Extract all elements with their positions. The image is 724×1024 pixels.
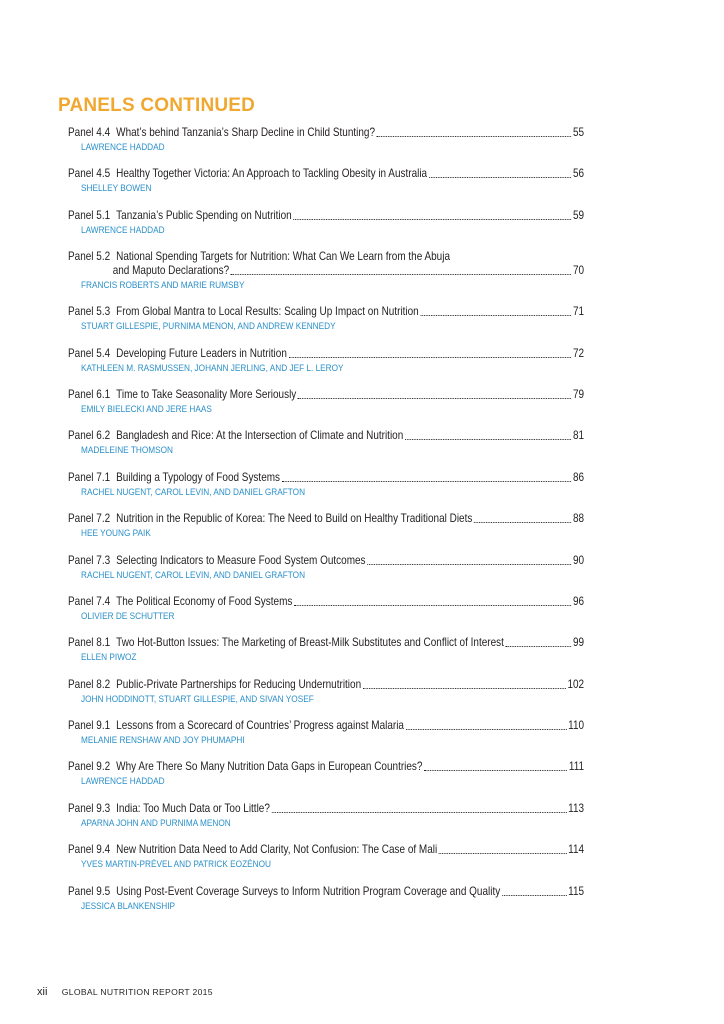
panel-authors: JOHN HODDINOTT, STUART GILLESPIE, AND SIVAN YOSEF — [81, 693, 314, 705]
panel-authors: STUART GILLESPIE, PURNIMA MENON, AND ANDREW KENNEDY — [81, 321, 336, 333]
page-number: 71 — [572, 305, 585, 319]
toc-entry[interactable] — [68, 305, 584, 346]
toc-entry[interactable] — [68, 471, 584, 512]
panel-number: Panel 6.1 — [68, 387, 111, 401]
panel-authors: EMILY BIELECKI AND JERE HAAS — [81, 403, 212, 415]
panel-title: New Nutrition Data Need to Add Clarity, Not Confusion: The Case of Mali — [116, 843, 438, 857]
panel-number: Panel 4.5 — [68, 167, 111, 181]
toc-entry[interactable] — [68, 167, 584, 208]
toc-entry[interactable] — [68, 636, 584, 677]
panel-authors: RACHEL NUGENT, CAROL LEVIN, AND DANIEL GRAFTON — [81, 569, 306, 581]
panel-number: Panel 9.1 — [68, 719, 111, 733]
panel-number: Panel 5.3 — [68, 305, 111, 319]
panel-title: Two Hot-Button Issues: The Marketing of Breast-Milk Substitutes and Conflict of Interest — [116, 636, 504, 650]
toc-entry[interactable] — [68, 347, 584, 388]
page-number: 70 — [572, 264, 585, 278]
panel-title: Why Are There So Many Nutrition Data Gaps in European Countries? — [116, 760, 423, 774]
dot-leader — [506, 646, 572, 647]
page-number: 102 — [567, 677, 585, 691]
toc-entry[interactable] — [68, 126, 584, 167]
panel-title: Public-Private Partnerships for Reducing Undernutrition — [116, 677, 362, 691]
page-number: 114 — [568, 843, 585, 857]
panel-number: Panel 9.5 — [68, 884, 111, 898]
panel-authors: LAWRENCE HADDAD — [81, 224, 165, 236]
panel-title: Bangladesh and Rice: At the Intersection of Climate and Nutrition — [116, 429, 404, 443]
panel-number: Panel 5.1 — [68, 208, 111, 222]
page-number: 99 — [572, 636, 585, 650]
panel-authors: RACHEL NUGENT, CAROL LEVIN, AND DANIEL GRAFTON — [81, 486, 306, 498]
panel-number: Panel 8.2 — [68, 677, 111, 691]
toc-entry[interactable] — [68, 885, 584, 926]
dot-leader — [231, 274, 571, 275]
toc-entry[interactable] — [68, 388, 584, 429]
dot-leader — [439, 853, 567, 854]
panel-number: Panel 7.4 — [68, 594, 111, 608]
panel-authors: YVES MARTIN-PRÉVEL AND PATRICK EOZÉNOU — [81, 859, 271, 871]
panel-title: Tanzania’s Public Spending on Nutrition — [116, 208, 292, 222]
panel-authors: FRANCIS ROBERTS AND MARIE RUMSBY — [81, 280, 245, 292]
toc-entry[interactable] — [68, 678, 584, 719]
panel-authors: HEE YOUNG PAIK — [81, 528, 151, 540]
page-footer — [37, 986, 213, 998]
panel-number: Panel 7.1 — [68, 470, 111, 484]
page-number: 79 — [572, 387, 585, 401]
toc-entry[interactable] — [68, 802, 584, 843]
panel-title: From Global Mantra to Local Results: Scaling Up Impact on Nutrition — [116, 305, 419, 319]
toc-entry[interactable] — [68, 429, 584, 470]
toc-entry[interactable] — [68, 250, 584, 305]
dot-leader — [294, 605, 571, 606]
page-number: 88 — [572, 512, 585, 526]
page-number: 86 — [572, 470, 585, 484]
page-number: 96 — [572, 594, 585, 608]
toc-entry[interactable] — [68, 595, 584, 636]
panel-number: Panel 7.2 — [68, 512, 111, 526]
dot-leader — [289, 357, 572, 358]
page-number: 72 — [572, 346, 585, 360]
panel-authors: APARNA JOHN AND PURNIMA MENON — [81, 817, 231, 829]
dot-leader — [424, 770, 567, 771]
panel-number: Panel 5.2 — [68, 250, 111, 264]
dot-leader — [298, 398, 571, 399]
dot-leader — [377, 136, 572, 137]
panels-list — [68, 126, 584, 926]
dot-leader — [420, 315, 571, 316]
panel-number: Panel 9.3 — [68, 801, 111, 815]
panel-authors: LAWRENCE HADDAD — [81, 142, 165, 153]
panel-authors: LAWRENCE HADDAD — [81, 776, 165, 788]
panel-number: Panel 7.3 — [68, 553, 111, 567]
panel-title: The Political Economy of Food Systems — [116, 594, 293, 608]
dot-leader — [293, 219, 571, 220]
toc-entry[interactable] — [68, 760, 584, 801]
dot-leader — [429, 177, 571, 178]
panel-authors: KATHLEEN M. RASMUSSEN, JOHANN JERLING, AND JEF L. LEROY — [81, 362, 344, 374]
panel-number: Panel 9.4 — [68, 843, 111, 857]
panel-authors: SHELLEY BOWEN — [81, 183, 152, 195]
panel-title: Using Post-Event Coverage Surveys to Inform Nutrition Program Coverage and Quality — [116, 884, 501, 898]
dot-leader — [272, 812, 567, 813]
page-number: 81 — [572, 429, 585, 443]
page-number: 55 — [572, 126, 585, 139]
panel-number: Panel 6.2 — [68, 429, 111, 443]
panel-authors: MADELEINE THOMSON — [81, 445, 174, 457]
panel-number: Panel 9.2 — [68, 760, 111, 774]
panel-title: Building a Typology of Food Systems — [116, 470, 281, 484]
panel-number: Panel 8.1 — [68, 636, 111, 650]
dot-leader — [363, 688, 566, 689]
toc-entry[interactable] — [68, 512, 584, 553]
panel-title: What’s behind Tanzania’s Sharp Decline in Child Stunting? — [116, 126, 376, 139]
panel-number: Panel 4.4 — [68, 126, 111, 139]
toc-entry[interactable] — [68, 719, 584, 760]
panel-title: Healthy Together Victoria: An Approach to Tackling Obesity in Australia — [116, 167, 428, 181]
page-number: 111 — [568, 760, 585, 774]
dot-leader — [282, 481, 572, 482]
panel-authors: MELANIE RENSHAW AND JOY PHUMAPHI — [81, 735, 245, 747]
panel-authors: JESSICA BLANKENSHIP — [81, 900, 176, 912]
dot-leader — [502, 895, 567, 896]
page-number: 115 — [568, 884, 585, 898]
panel-title: Nutrition in the Republic of Korea: The Need to Build on Healthy Traditional Diets — [116, 512, 473, 526]
panel-title: Time to Take Seasonality More Seriously — [116, 387, 297, 401]
page-number: 59 — [572, 208, 585, 222]
page-number: 113 — [568, 801, 585, 815]
dot-leader — [406, 729, 567, 730]
footer-running-title: GLOBAL NUTRITION REPORT 2015 — [61, 987, 213, 997]
panel-number: Panel 5.4 — [68, 346, 111, 360]
panel-title: National Spending Targets for Nutrition: What Can We Learn from the Abuja — [116, 250, 451, 264]
dot-leader — [367, 564, 571, 565]
section-heading: PANELS CONTINUED — [58, 95, 256, 116]
panel-authors: OLIVIER DE SCHUTTER — [81, 610, 175, 622]
page-number: 90 — [572, 553, 585, 567]
toc-entry[interactable] — [68, 843, 584, 884]
dot-leader — [405, 439, 571, 440]
page-number: 56 — [572, 167, 585, 181]
panel-title: Developing Future Leaders in Nutrition — [116, 346, 287, 360]
page-number: 110 — [568, 719, 585, 733]
panel-title: Selecting Indicators to Measure Food System Outcomes — [116, 553, 366, 567]
panel-title-continued: and Maputo Declarations? — [112, 264, 230, 278]
panel-title: India: Too Much Data or Too Little? — [116, 801, 270, 815]
toc-entry[interactable] — [68, 209, 584, 250]
toc-entry[interactable] — [68, 554, 584, 595]
panel-authors: ELLEN PIWOZ — [81, 652, 137, 664]
footer-page-number: xii — [37, 986, 48, 998]
panel-title: Lessons from a Scorecard of Countries’ Progress against Malaria — [116, 719, 404, 733]
dot-leader — [474, 522, 571, 523]
